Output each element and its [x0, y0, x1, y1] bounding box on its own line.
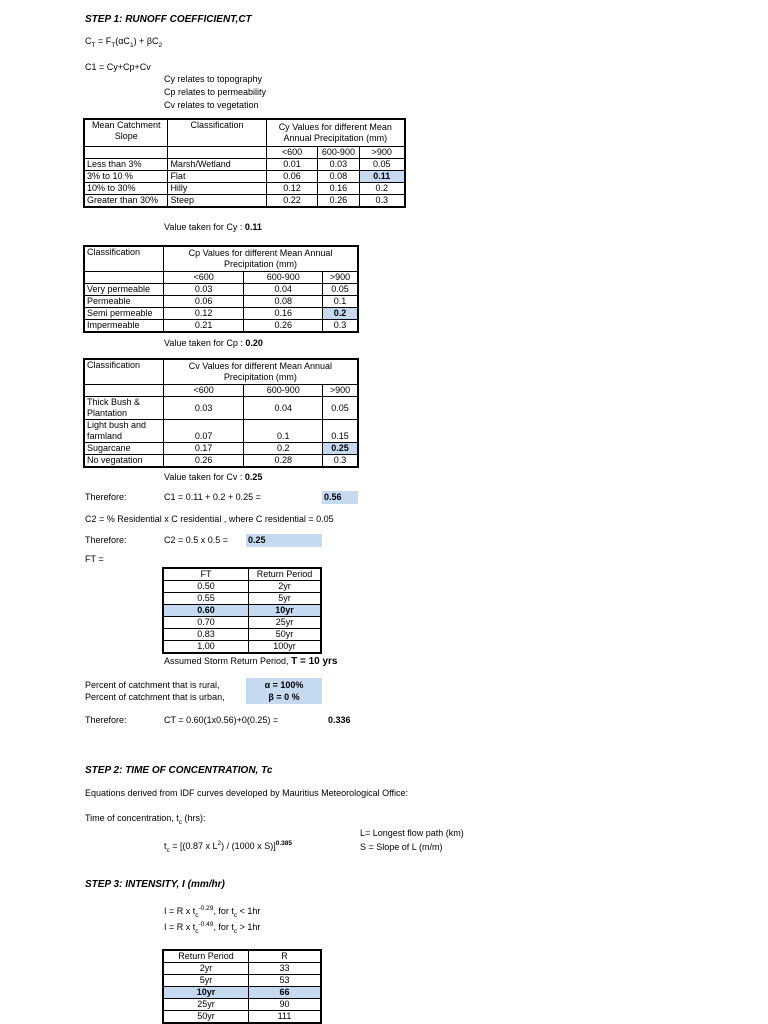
cp-col-1: 600-900 [244, 272, 323, 284]
cp-header-values: Cp Values for different Mean Annual Precipitation (mm) [163, 246, 358, 272]
cp-header-blank [84, 272, 163, 284]
note-cv: Cv relates to vegetation [164, 100, 259, 110]
note-cy: Cy relates to topography [164, 74, 263, 84]
r-value: 111 [249, 1011, 322, 1024]
cy-slope: 3% to 10 % [84, 171, 168, 183]
beta-value: β = 0 % [268, 692, 300, 702]
table-row [84, 308, 358, 320]
intensity-eq-gt-1hr: I = R x $t_c^{-0.49}$, for $t_c > 1hr$ [164, 921, 261, 935]
table-row [84, 171, 405, 183]
cy-value: 0.08 [318, 171, 359, 183]
r-value: 90 [249, 999, 322, 1011]
ct-formula: $C_T = F_T(\alpha C_1) + \beta C_2$ [85, 36, 163, 49]
cp-class: Permeable [84, 296, 163, 308]
cy-slope: Greater than 30% [84, 195, 168, 208]
cp-col-0: <600 [163, 272, 244, 284]
cp-value: 0.04 [244, 284, 323, 296]
cp-value-selected: 0.2 [323, 308, 358, 320]
assumed-return-period: Assumed Storm Return Period, T = 10 yrs [164, 656, 338, 667]
table-row [84, 296, 358, 308]
note-cp: Cp relates to permeability [164, 87, 267, 97]
cp-value: 0.16 [244, 308, 323, 320]
r-return-period: 10yr [163, 987, 249, 999]
table-row [84, 183, 405, 195]
cp-value: 0.26 [244, 320, 323, 333]
r-header-r: R [249, 950, 322, 963]
c1-definition: C1 = Cy+Cp+Cv [85, 62, 151, 72]
cv-class: Thick Bush & Plantation [84, 397, 163, 420]
cy-table [83, 118, 406, 208]
cv-value: 0.26 [163, 455, 244, 468]
r-return-period: 5yr [163, 975, 249, 987]
c1-value: 0.56 [324, 492, 342, 502]
c2-value-box [246, 534, 322, 547]
tc-formula: $t_c = [(0.87$ x $L^2) / (1000$ x S)]$^{0.385}$ [164, 840, 292, 854]
cy-slope: Less than 3% [84, 159, 168, 171]
cy-value: 0.3 [359, 195, 405, 208]
r-return-period: 25yr [163, 999, 249, 1011]
cy-header-mean: Mean Catchment Slope [84, 119, 168, 147]
c1-value-box [322, 491, 358, 504]
table-row [163, 963, 321, 975]
cy-class: Hilly [168, 183, 266, 195]
ft-return-period: 50yr [249, 629, 322, 641]
cy-value: 0.12 [266, 183, 318, 195]
step2-heading: STEP 2: TIME OF CONCENTRATION, Tc [85, 765, 273, 776]
alpha-value: α = 100% [264, 680, 304, 690]
cp-value: 0.1 [323, 296, 358, 308]
cy-slope: 10% to 30% [84, 183, 168, 195]
toc-label: Time of concentration, $t_c$ (hrs): [85, 813, 206, 826]
equations-note: Equations derived from IDF curves developed by Mauritius Meteorological Office: [85, 788, 408, 798]
cy-header-blank2 [168, 147, 266, 159]
cv-value: 0.17 [163, 443, 244, 455]
step3-heading: STEP 3: INTENSITY, I (mm/hr) [85, 879, 225, 890]
therefore-c2-label: Therefore: [85, 535, 127, 545]
s-definition: S = Slope of L (m/m) [360, 842, 443, 852]
cy-value: 0.16 [318, 183, 359, 195]
r-value: 53 [249, 975, 322, 987]
l-definition: L= Longest flow path (km) [360, 828, 464, 838]
cy-col-2: >900 [359, 147, 405, 159]
ft-table [162, 567, 322, 654]
rural-label: Percent of catchment that is rural, [85, 680, 220, 690]
cy-col-0: <600 [266, 147, 318, 159]
cy-value: 0.05 [359, 159, 405, 171]
cv-table [83, 358, 359, 468]
cv-col-0: <600 [163, 385, 244, 397]
table-row [163, 629, 321, 641]
cv-value: 0.1 [244, 420, 323, 443]
cv-value: 0.03 [163, 397, 244, 420]
ft-header-rp: Return Period [249, 568, 322, 581]
cv-header-values: Cv Values for different Mean Annual Precipitation (mm) [163, 359, 358, 385]
cv-value: 0.05 [323, 397, 358, 420]
table-row-selected [163, 987, 321, 999]
table-row [163, 617, 321, 629]
ft-value: 1.00 [163, 641, 249, 654]
cy-value: 0.01 [266, 159, 318, 171]
cv-header-blank [84, 385, 163, 397]
r-table [162, 949, 322, 1024]
cy-value: 0.03 [318, 159, 359, 171]
ft-return-period: 25yr [249, 617, 322, 629]
table-row [163, 641, 321, 654]
table-row-selected [163, 605, 321, 617]
ct-expression: CT = 0.60(1x0.56)+0(0.25) = [164, 715, 279, 725]
cv-value: 0.2 [244, 443, 323, 455]
r-value: 66 [249, 987, 322, 999]
table-row [84, 195, 405, 208]
alpha-beta-box [246, 678, 322, 704]
c2-expression: C2 = 0.5 x 0.5 = [164, 535, 229, 545]
table-row [163, 1011, 321, 1024]
table-row [163, 581, 321, 593]
ft-value: 0.60 [163, 605, 249, 617]
c2-definition: C2 = % Residential x C residential , where C residential = 0.05 [85, 514, 334, 524]
cv-value-selected: 0.25 [323, 443, 358, 455]
r-return-period: 50yr [163, 1011, 249, 1024]
cp-class: Semi permeable [84, 308, 163, 320]
ft-label: FT = [85, 554, 104, 564]
intensity-eq-lt-1hr: I = R x $t_c^{-0.29}$, for $t_c < 1hr$ [164, 905, 261, 919]
cv-col-1: 600-900 [244, 385, 323, 397]
cv-value: 0.04 [244, 397, 323, 420]
ft-header-ft: FT [163, 568, 249, 581]
cp-value: 0.3 [323, 320, 358, 333]
table-row [84, 420, 358, 443]
cv-header-class: Classification [84, 359, 163, 385]
cv-value: 0.07 [163, 420, 244, 443]
cy-header-values: Cy Values for different Mean Annual Precipitation (mm) [266, 119, 405, 147]
table-row [163, 593, 321, 605]
cp-value: 0.08 [244, 296, 323, 308]
cy-class: Flat [168, 171, 266, 183]
cy-header-blank1 [84, 147, 168, 159]
table-row [84, 397, 358, 420]
cp-value: 0.21 [163, 320, 244, 333]
cp-header-class: Classification [84, 246, 163, 272]
cv-class: Sugarcane [84, 443, 163, 455]
cy-class: Marsh/Wetland [168, 159, 266, 171]
cp-value: 0.05 [323, 284, 358, 296]
cv-taken: Value taken for Cv : 0.25 [164, 472, 263, 482]
cv-value: 0.15 [323, 420, 358, 443]
table-row [163, 999, 321, 1011]
table-row [84, 284, 358, 296]
table-row [84, 159, 405, 171]
cy-value: 0.26 [318, 195, 359, 208]
c1-expression: C1 = 0.11 + 0.2 + 0.25 = [164, 492, 261, 502]
table-row [163, 975, 321, 987]
ft-value: 0.50 [163, 581, 249, 593]
therefore-c1-label: Therefore: [85, 492, 127, 502]
urban-label: Percent of catchment that is urban, [85, 692, 225, 702]
ct-value: 0.336 [328, 715, 351, 725]
cp-col-2: >900 [323, 272, 358, 284]
table-row [84, 443, 358, 455]
cy-value: 0.22 [266, 195, 318, 208]
cv-value: 0.3 [323, 455, 358, 468]
table-row [84, 455, 358, 468]
step1-heading: STEP 1: RUNOFF COEFFICIENT,CT [85, 14, 252, 25]
cv-col-2: >900 [323, 385, 358, 397]
ft-return-period: 5yr [249, 593, 322, 605]
ft-return-period: 10yr [249, 605, 322, 617]
ft-value: 0.83 [163, 629, 249, 641]
cv-value: 0.28 [244, 455, 323, 468]
cv-class: No vegatation [84, 455, 163, 468]
ft-value: 0.70 [163, 617, 249, 629]
cp-value: 0.03 [163, 284, 244, 296]
cv-class: Light bush and farmland [84, 420, 163, 443]
ft-value: 0.55 [163, 593, 249, 605]
cp-value: 0.12 [163, 308, 244, 320]
r-return-period: 2yr [163, 963, 249, 975]
cy-value-selected: 0.11 [359, 171, 405, 183]
cp-taken: Value taken for Cp : 0.20 [164, 338, 263, 348]
cy-taken: Value taken for Cy : 0.11 [164, 222, 262, 232]
r-header-rp: Return Period [163, 950, 249, 963]
therefore-ct-label: Therefore: [85, 715, 127, 725]
table-row [84, 320, 358, 333]
cy-col-1: 600-900 [318, 147, 359, 159]
r-value: 33 [249, 963, 322, 975]
ft-return-period: 2yr [249, 581, 322, 593]
cy-value: 0.2 [359, 183, 405, 195]
c2-value: 0.25 [248, 535, 266, 545]
cy-class: Steep [168, 195, 266, 208]
cy-header-class: Classification [168, 119, 266, 147]
cp-class: Very permeable [84, 284, 163, 296]
cp-class: Impermeable [84, 320, 163, 333]
cp-value: 0.06 [163, 296, 244, 308]
cy-value: 0.06 [266, 171, 318, 183]
ft-return-period: 100yr [249, 641, 322, 654]
cp-table [83, 245, 359, 333]
